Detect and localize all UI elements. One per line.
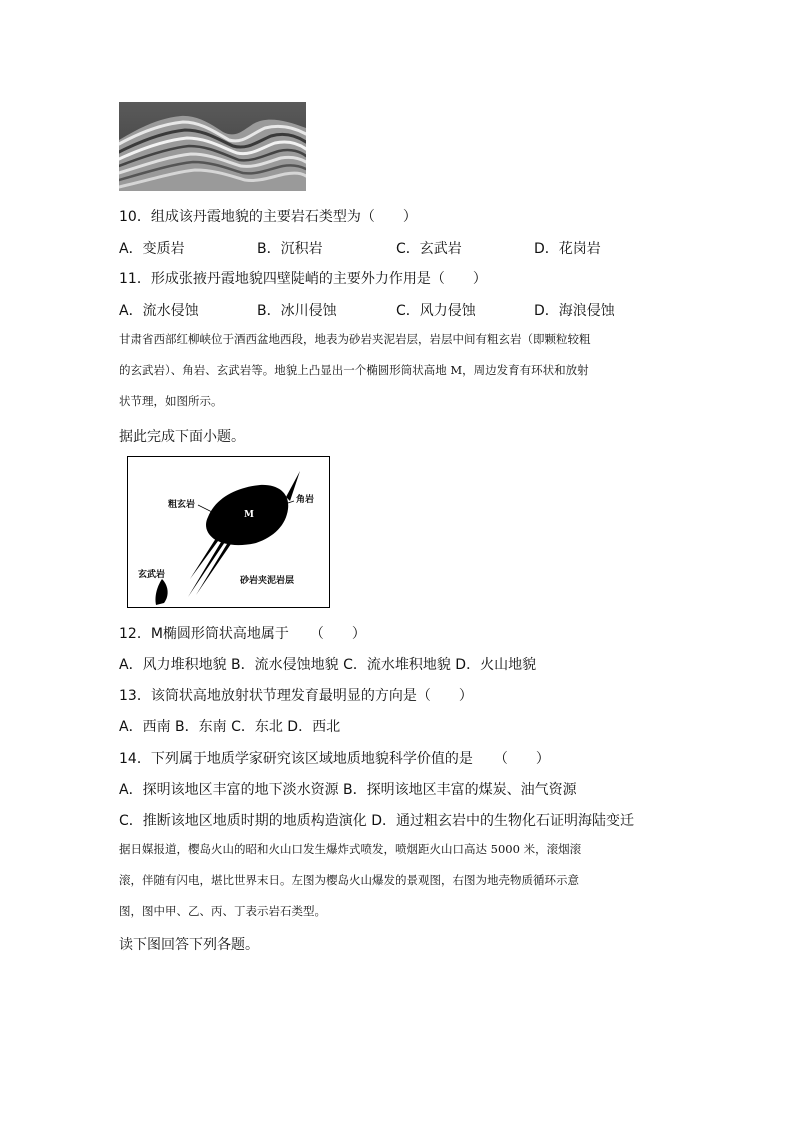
question-12-options: A．风力堆积地貌 B．流水侵蚀地貌 C．流水堆积地貌 D．火山地貌 [119,657,537,673]
passage-line: 滚，伴随有闪电，堪比世界末日。左图为樱岛火山爆发的景观图，右图为地壳物质循环示意 [119,873,579,887]
label-hornfels: 角岩 [296,495,315,505]
label-m: M [244,510,254,520]
option-c: C．风力侵蚀 [396,303,476,319]
option-b: B．沉积岩 [257,241,323,257]
label-basalt: 玄武岩 [138,570,166,580]
question-13-options: A．西南 B．东南 C．东北 D．西北 [119,719,341,735]
passage-sakurajima [119,834,679,927]
option-d: D．海浪侵蚀 [534,303,615,319]
passage-line: 甘肃省西部红柳峡位于酒西盆地西段，地表为砂岩夹泥岩层，岩层中间有粗玄岩（即颗粒较粗 [119,332,591,346]
passage-honglixia [119,324,679,417]
question-12-stem: 12．M椭圆形筒状高地属于 （ ） [119,626,366,642]
question-10-stem: 10．组成该丹霞地貌的主要岩石类型为（ ） [119,209,417,225]
passage-line: 的玄武岩）、角岩、玄武岩等。地貌上凸显出一个椭圆形筒状高地 M，周边发育有环状和放射 [119,363,589,377]
dike-3 [190,535,221,579]
geology-figure [127,456,330,608]
option-a: A．变质岩 [119,241,185,257]
option-d: D．花岗岩 [534,241,601,257]
passage-line: 据日媒报道，樱岛火山的昭和火山口发生爆炸式喷发，喷烟距火山口高达 5000 米，滚烟滚 [119,842,582,856]
danxia-landform-photo [119,102,306,191]
basalt-blob [155,579,167,605]
option-a: A．流水侵蚀 [119,303,199,319]
option-b: B．冰川侵蚀 [257,303,337,319]
question-14-stem: 14．下列属于地质学家研究该区域地质地貌科学价值的是 （ ） [119,751,550,767]
instruction: 读下图回答下列各题。 [119,937,259,953]
geology-diagram [128,457,331,609]
instruction: 据此完成下面小题。 [119,429,245,445]
dike-2 [196,539,233,595]
question-14-options-cd: C．推断该地区地质时期的地质构造演化 D．通过粗玄岩中的生物化石证明海陆变迁 [119,813,635,829]
passage-line: 状节理，如图所示。 [119,394,223,408]
passage-line: 图，图中甲、乙、丙、丁表示岩石类型。 [119,904,326,918]
option-c: C．玄武岩 [396,241,462,257]
dike-1 [188,537,227,597]
question-14-options-ab: A．探明该地区丰富的地下淡水资源 B．探明该地区丰富的煤炭、油气资源 [119,782,577,798]
question-13-stem: 13．该筒状高地放射状节理发育最明显的方向是（ ） [119,688,473,704]
question-11-stem: 11．形成张掖丹霞地貌四壁陡峭的主要外力作用是（ ） [119,271,487,287]
label-sandstone-mudstone: 砂岩夹泥岩层 [240,576,295,586]
label-coarse-basalt: 粗玄岩 [168,500,196,510]
